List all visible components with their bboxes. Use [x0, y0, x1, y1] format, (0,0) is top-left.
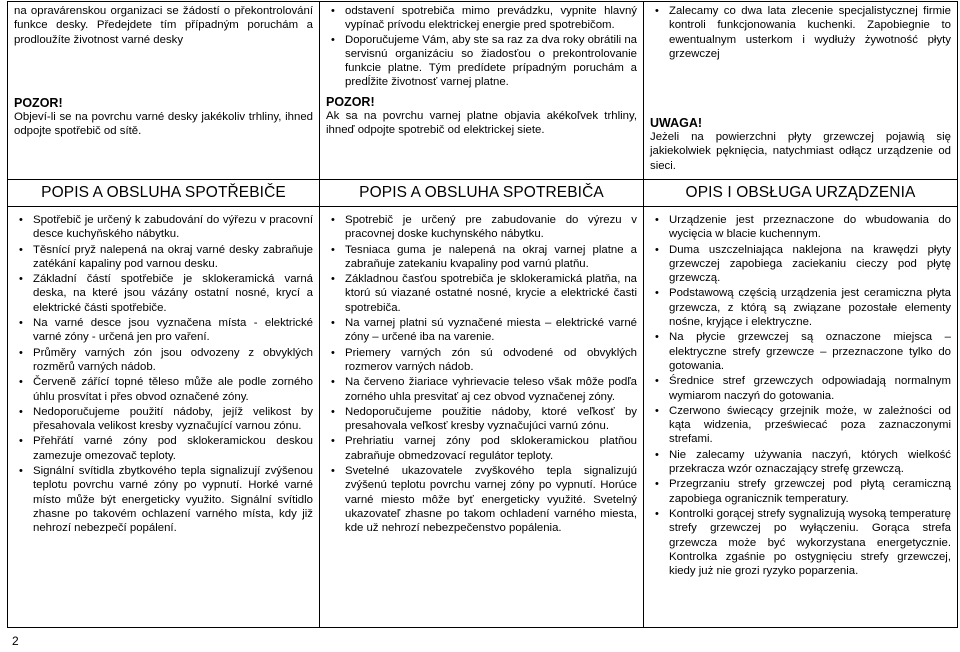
list-item: • Podstawową częścią urządzenia jest ceramiczna płyta grzewcza, z którą są związane pozostałe elementy nośne, kryjące i elektryczne.	[650, 286, 951, 329]
cz-body-cell	[8, 207, 320, 628]
cz-top-cell	[8, 2, 320, 180]
list-item: • Duma uszczelniająca naklejona na krawędzi płyty grzewczej zapobiega zaciekaniu cieczy pod płytę grzewczą.	[650, 243, 951, 286]
list-item: • Signální svítidla zbytkového tepla signalizují zvýšenou teplotu povrchu varné zóny po vypnutí. Horké varné místo může být energeticky využito. Signální svítidlo zhasne po takovém ochlazení varného místa, kdy již nehrozí nebezpečí popálení.	[14, 464, 313, 535]
pl-warning-title: UWAGA!	[650, 116, 703, 131]
sk-body-cell	[320, 207, 644, 628]
sk-description-list	[326, 213, 637, 536]
list-item: • Na červeno žiariace vyhrievacie teleso však môže podľa zorného uhla presvitať aj cez obvod vyznačenej zóny.	[326, 375, 637, 404]
list-item: • Na varnej platni sú vyznačené miesta – elektrické varné zóny – určené iba na varenie.	[326, 316, 637, 345]
list-item: • Základní částí spotřebiče je sklokeramická varná deska, na které jsou vázány ostatní nosné, krycí a elektrické části spotřebiče.	[14, 272, 313, 315]
cz-section-heading: POPIS A OBSLUHA SPOTŘEBIČE	[41, 184, 286, 201]
pl-description-list	[650, 213, 951, 578]
heading-row	[8, 180, 958, 207]
sk-intro-list	[326, 4, 637, 90]
list-item: • Přehřátí varné zóny pod sklokeramickou deskou zamezuje omezovač teploty.	[14, 434, 313, 463]
list-item: • Przegrzaniu strefy grzewczej pod płytą ceramiczną zapobiega ogranicznik temperatury.	[650, 477, 951, 506]
list-item: • Na płycie grzewczej są oznaczone miejsca – elektryczne strefy grzewcze – przeznaczone tylko do gotowania.	[650, 330, 951, 373]
sk-top-cell	[320, 2, 644, 180]
cz-warning-title: POZOR!	[14, 95, 63, 110]
pl-intro-list	[650, 4, 951, 61]
list-item: • Priemery varných zón sú odvodené od obvyklých rozmerov varných nádob.	[326, 346, 637, 375]
sk-warning-text: Ak sa na povrchu varnej platne objavia akékoľvek trhliny, ihneď odpojte spotrebič od elektrickej siete.	[326, 109, 637, 137]
pl-warning-text: Jeżeli na powierzchni płyty grzewczej pojawią się jakiekolwiek pęknięcia, natychmiast odłącz urządzenie od sieci.	[650, 131, 951, 172]
pl-body-cell	[644, 207, 958, 628]
list-item: • Tesniaca guma je nalepená na okraj varnej platne a zabraňuje zatekaniu kvapaliny pod varnú platňu.	[326, 243, 637, 272]
list-item: • Základnou časťou spotrebiča je sklokeramická platňa, na ktorú sú viazané ostatné nosné, krycie a elektrické časti spotrebiča.	[326, 272, 637, 315]
cz-heading-cell	[8, 180, 320, 207]
instruction-table	[7, 1, 958, 628]
list-item: • Nedoporučujeme použití nádoby, jejíž velikost by přesahovala velikost kresby vyznačující varnou zónu.	[14, 405, 313, 434]
list-item: • Těsnící pryž nalepená na okraj varné desky zabraňuje zatékání kapaliny pod varnou desku.	[14, 243, 313, 272]
list-item: • Zalecamy co dwa lata zlecenie specjalistycznej firmie kontroli funkcjonowania kuchenki. Zapobiegnie to ewentualnym usterkom i wydłuży żywotność płyty grzewczej	[650, 4, 951, 61]
list-item: • Červeně zářící topné těleso může ale podle zorného úhlu prosvítat i přes obvod označené zóny.	[14, 375, 313, 404]
list-item: • Spotrebič je určený pre zabudovanie do výrezu v pracovnej doske kuchynského nábytku.	[326, 213, 637, 242]
list-item: • Czerwono świecący grzejnik może, w zależności od kąta widzenia, przeświecać poza zaznaczonymi strefami.	[650, 404, 951, 447]
sk-warning-title: POZOR!	[326, 94, 375, 109]
list-item: • Urządzenie jest przeznaczone do wbudowania do wycięcia w blacie kuchennym.	[650, 213, 951, 242]
list-item: • Svetelné ukazovatele zvyškového tepla signalizujú zvýšenú teplotu povrchu varnej zóny po vypnutí. Horúce varné miesto môže byť energeticky využité. Svetelný ukazovateľ zhasne po takom ochladení varného miesta, kde už nehrozí nebezpečenstvo popálenia.	[326, 464, 637, 535]
list-item: • Kontrolki gorącej strefy sygnalizują wysoką temperaturę strefy grzewczej po wyłączeniu. Gorąca strefa grzewcza może być wykorzystana energetycznie. Kontrolka zgaśnie po ostygnięciu strefy grzewczej, kiedy już nie grozi ryzyko poparzenia.	[650, 507, 951, 578]
list-item: • Spotřebič je určený k zabudování do výřezu v pracovní desce kuchyňského nábytku.	[14, 213, 313, 242]
pl-heading-cell	[644, 180, 958, 207]
list-item: • Doporučujeme Vám, aby ste sa raz za dva roky obrátili na servisnú organizáciu so žiadosťou o prekontrolovanie funkcie platne. Tým predídete prípadným poruchám a predĺžite životnosť varnej platne.	[326, 33, 637, 90]
sk-section-heading: POPIS A OBSLUHA SPOTREBIČA	[359, 184, 604, 201]
pl-section-heading: OPIS I OBSŁUGA URZĄDZENIA	[685, 184, 916, 201]
list-item: • Prehriatiu varnej zóny pod sklokeramickou platňou zabraňuje obmedzovací regulátor teploty.	[326, 434, 637, 463]
list-item: • Nie zalecamy używania naczyń, których wielkość przekracza wzór oznaczający strefę grzewczą.	[650, 448, 951, 477]
list-item: • odstavení spotrebiča mimo prevádzku, vypnite hlavný vypínač prívodu elektrickej energie pred spotrebičom.	[326, 4, 637, 33]
list-item: • Na varné desce jsou vyznačena místa - elektrické varné zóny - určená jen pro vaření.	[14, 316, 313, 345]
list-item: • Średnice stref grzewczych odpowiadają normalnym wymiarom naczyń do gotowania.	[650, 374, 951, 403]
sk-heading-cell	[320, 180, 644, 207]
cz-warning-text: Objeví-li se na povrchu varné desky jakékoliv trhliny, ihned odpojte spotřebič od sítě.	[14, 110, 313, 138]
cz-intro-text: na opravárenskou organizaci se žádostí o překontrolování funkce desky. Předejdete tím případným poruchám a prodloužíte životnost varné desky	[14, 5, 313, 46]
list-item: • Průměry varných zón jsou odvozeny z obvyklých rozměrů varných nádob.	[14, 346, 313, 375]
cz-description-list	[14, 213, 313, 536]
top-row	[8, 2, 958, 180]
list-item: • Nedoporučujeme použitie nádoby, ktoré veľkosť by presahovala veľkosť kresby vyznačujúci varnú zónu.	[326, 405, 637, 434]
spacer	[650, 61, 951, 111]
body-row	[8, 207, 958, 628]
spacer	[14, 47, 313, 91]
pl-top-cell	[644, 2, 958, 180]
page-number: 2	[12, 634, 19, 648]
